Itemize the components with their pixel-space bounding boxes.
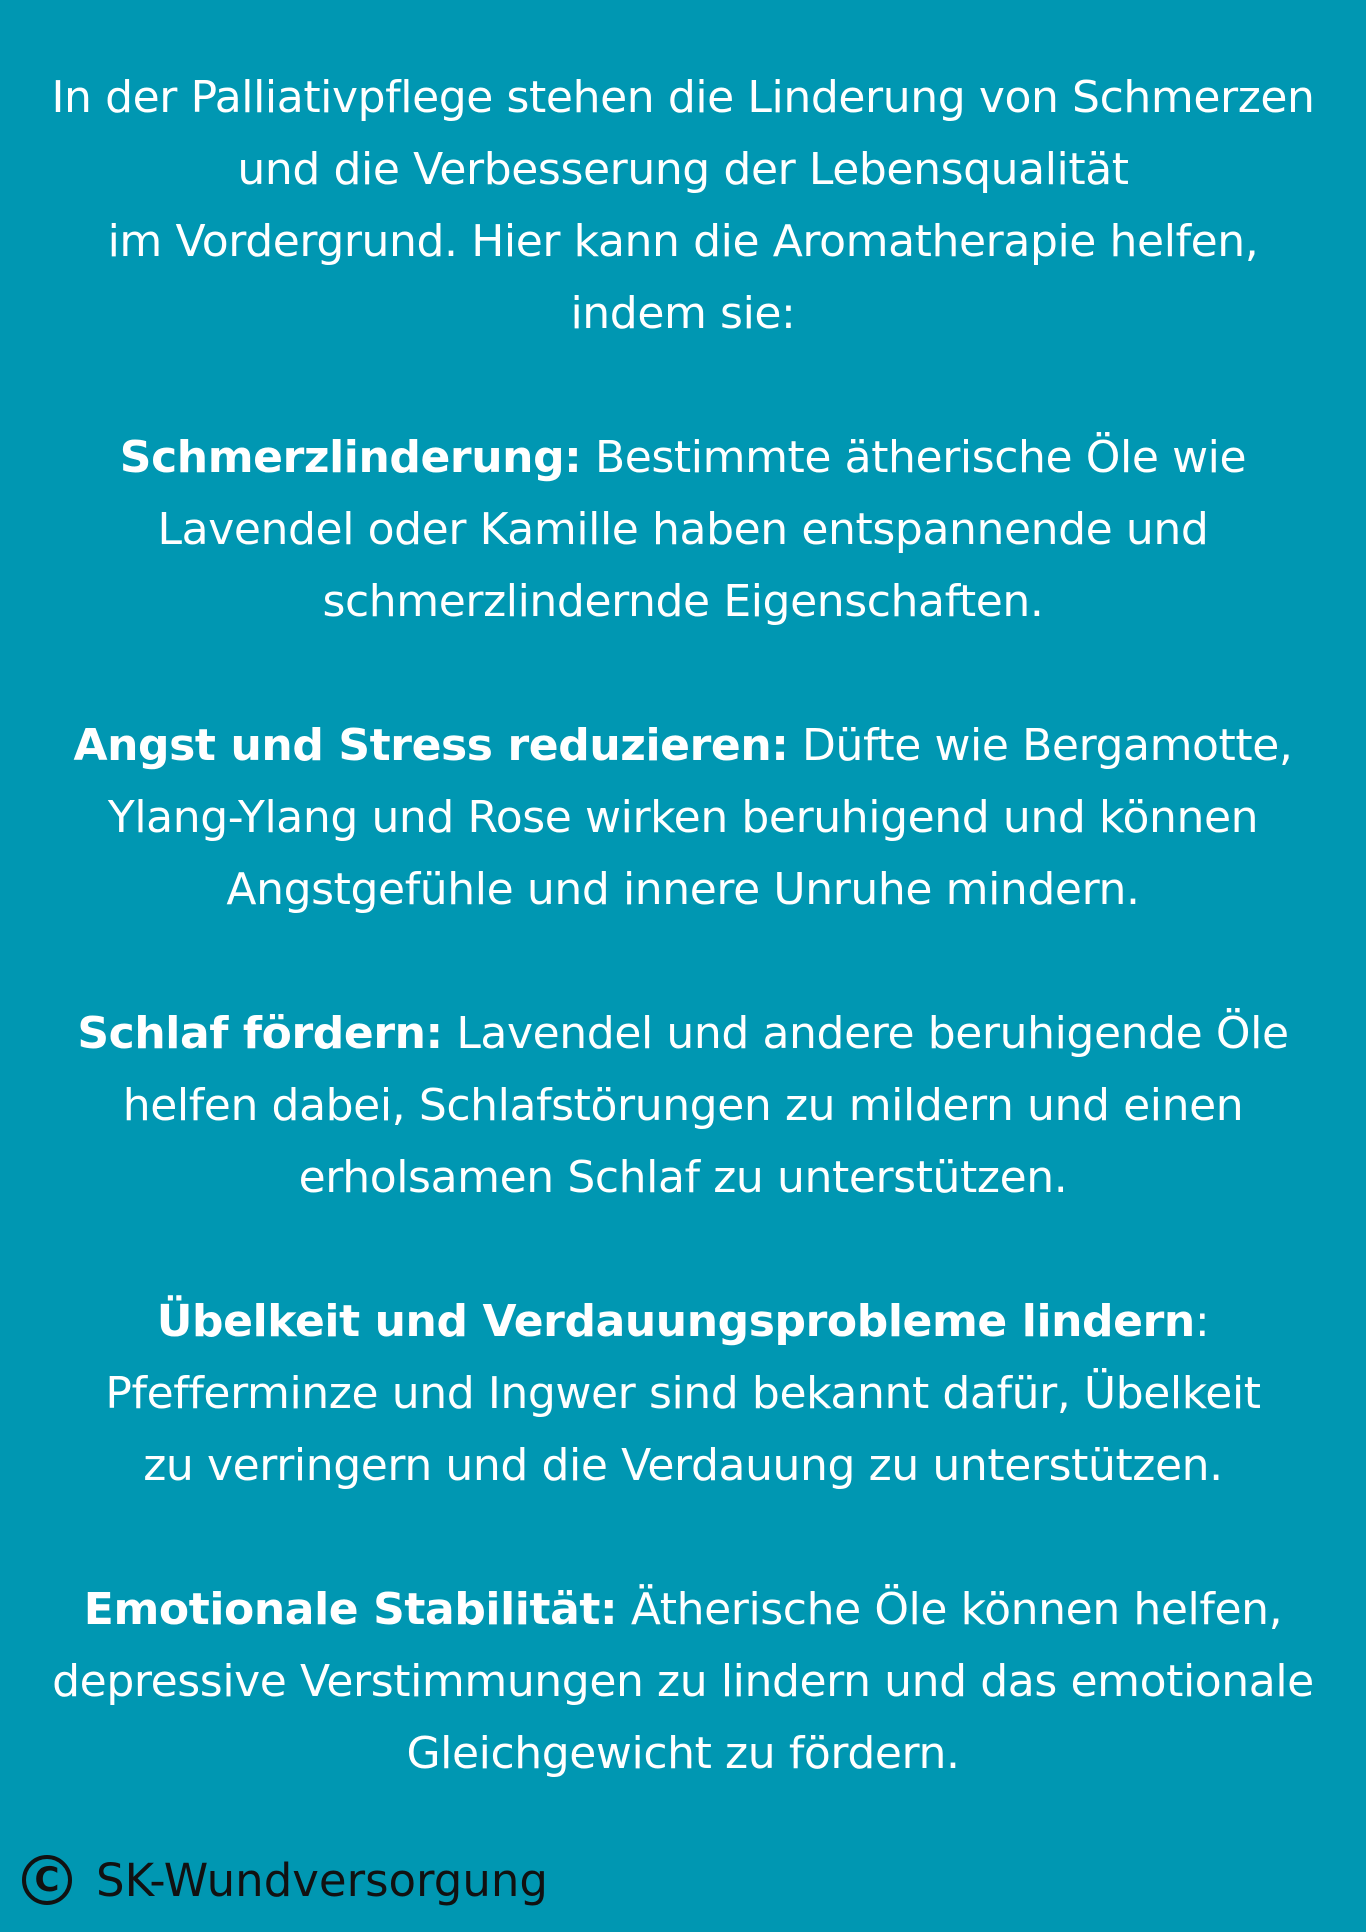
benefit-line: erholsamen Schlaf zu unterstützen.	[298, 1152, 1068, 1203]
benefit-paragraph-anxiety-stress	[0, 710, 1366, 926]
benefit-text: Lavendel und andere beruhigende Öle	[442, 1008, 1289, 1059]
benefit-text: Bestimmte ätherische Öle wie	[581, 432, 1247, 483]
copyright-icon: C	[22, 1855, 72, 1905]
benefit-paragraph-nausea-digestion	[0, 1286, 1366, 1502]
benefit-title: Übelkeit und Verdauungsprobleme lindern	[156, 1296, 1195, 1347]
benefit-paragraph-emotional-stability	[0, 1574, 1366, 1790]
intro-line: indem sie:	[570, 288, 796, 339]
benefit-line: Pfefferminze und Ingwer sind bekannt dafür, Übelkeit	[105, 1368, 1261, 1419]
intro-line: In der Palliativpflege stehen die Linderung von Schmerzen	[51, 72, 1315, 123]
intro-line: im Vordergrund. Hier kann die Aromatherapie helfen,	[107, 216, 1259, 267]
benefit-line: helfen dabei, Schlafstörungen zu mildern und einen	[122, 1080, 1244, 1131]
benefit-line: Lavendel oder Kamille haben entspannende und	[157, 504, 1209, 555]
benefit-first-line	[0, 998, 1366, 1070]
benefit-paragraph-pain-relief	[0, 422, 1366, 638]
intro-paragraph	[0, 62, 1366, 350]
benefit-title: Angst und Stress reduzieren:	[73, 720, 789, 771]
benefit-first-line	[0, 422, 1366, 494]
benefit-line: Gleichgewicht zu fördern.	[406, 1728, 960, 1779]
benefit-line: depressive Verstimmungen zu lindern und das emotionale	[52, 1656, 1314, 1707]
benefit-paragraph-sleep	[0, 998, 1366, 1214]
benefit-title: Schlaf fördern:	[77, 1008, 443, 1059]
benefit-line: Angstgefühle und innere Unruhe mindern.	[226, 864, 1140, 915]
benefit-text: Düfte wie Bergamotte,	[788, 720, 1293, 771]
benefit-text: :	[1194, 1296, 1210, 1347]
content	[0, 62, 1366, 1790]
benefit-title: Schmerzlinderung:	[119, 432, 582, 483]
benefit-first-line	[0, 1574, 1366, 1646]
footer-credit	[22, 1845, 548, 1915]
brand-name: SK-Wundversorgung	[96, 1853, 548, 1907]
benefit-first-line	[0, 710, 1366, 782]
benefit-text: Ätherische Öle können helfen,	[617, 1584, 1283, 1635]
intro-line: und die Verbesserung der Lebensqualität	[237, 144, 1129, 195]
benefit-line: schmerzlindernde Eigenschaften.	[322, 576, 1044, 627]
benefit-title: Emotionale Stabilität:	[83, 1584, 618, 1635]
benefit-first-line	[0, 1286, 1366, 1358]
benefit-line: zu verringern und die Verdauung zu unterstützen.	[143, 1440, 1223, 1491]
benefit-line: Ylang-Ylang und Rose wirken beruhigend und können	[107, 792, 1259, 843]
